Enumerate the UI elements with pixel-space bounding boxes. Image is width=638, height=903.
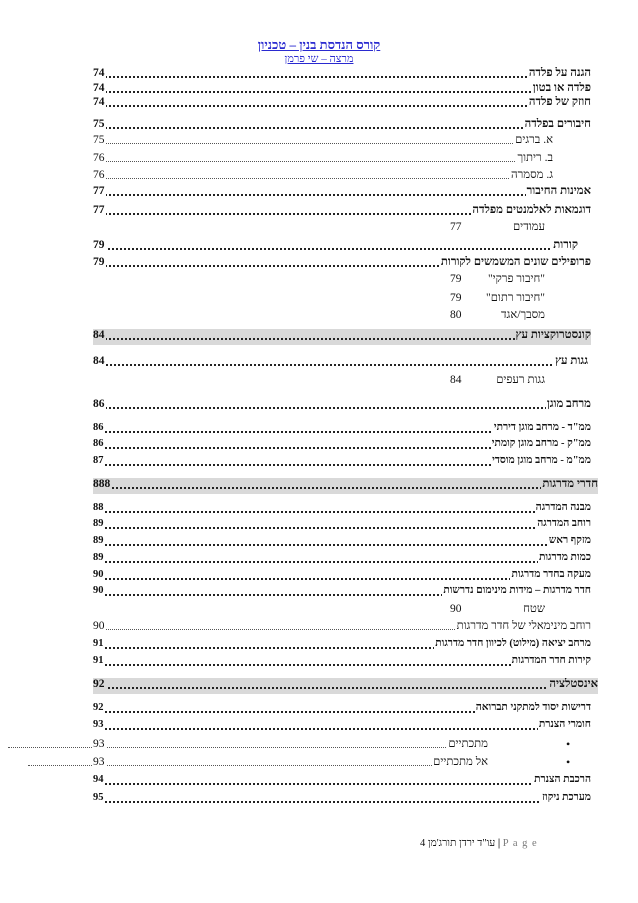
toc-entry-title: אמינות החיבור <box>526 185 591 197</box>
dot-leader <box>93 487 598 489</box>
toc-section-heading[interactable] <box>93 678 598 694</box>
toc-entry-page: 89 <box>93 535 104 546</box>
toc-entry-page: 90 <box>93 585 104 596</box>
toc-entry-title: רוחב מינימאלי של חדר מדרגות <box>456 620 591 632</box>
footer-page-label: P a g e <box>502 838 538 849</box>
dot-leader <box>93 728 591 730</box>
toc-entry-title: מעקה בחדר מדרגות <box>511 569 591 580</box>
toc-entry[interactable] <box>93 67 591 83</box>
toc-entry-title: קירות חדר המדרגות <box>511 655 591 666</box>
toc-entry[interactable] <box>93 569 591 585</box>
dot-leader <box>93 783 591 785</box>
dot-leader <box>8 747 488 748</box>
toc-subentry-title[interactable]: שטח <box>523 603 545 615</box>
toc-entry-page: 86 <box>93 398 105 410</box>
toc-entry-page: 86 <box>93 422 104 433</box>
toc-entry-page: 74 <box>93 82 105 94</box>
dot-leader <box>93 178 553 179</box>
toc-entry-title: ג. מסמרה <box>511 169 553 181</box>
toc-entry-title: מרחב יציאה (מילוט) לכיוון חדר מדרגות <box>435 638 591 649</box>
toc-entry-page: 91 <box>93 638 104 649</box>
toc-entry[interactable] <box>93 438 591 454</box>
toc-subentry-title[interactable]: "חיבור רתום" <box>486 292 545 304</box>
toc-entry[interactable] <box>93 620 591 636</box>
toc-entry-page: 77 <box>93 204 105 216</box>
toc-subentry-page: 79 <box>450 292 462 304</box>
dot-leader <box>93 527 591 529</box>
toc-entry-title: הרכבת הצנרת <box>534 774 591 785</box>
toc-entry-page: 92 <box>93 702 104 713</box>
toc-entry-page: 95 <box>93 792 104 803</box>
toc-entry-page: 89 <box>93 518 104 529</box>
toc-entry-page: 76 <box>93 169 105 181</box>
toc-entry-page: 93 <box>93 719 104 730</box>
toc-entry-title: דוגמאות לאלמנטים מפלדה <box>472 204 591 216</box>
dot-leader <box>93 561 591 563</box>
toc-entry-page: 93 <box>93 738 105 750</box>
toc-entry-title: הגנה על פלדה <box>528 67 591 79</box>
toc-entry[interactable] <box>93 96 591 112</box>
bullet-icon: • <box>566 737 571 751</box>
toc-subentry-title[interactable]: גגות רעפים <box>496 374 545 386</box>
dot-leader <box>93 105 591 107</box>
toc-entry[interactable] <box>93 398 591 414</box>
toc-subentry-title[interactable]: "חיבור פרקי" <box>487 273 545 285</box>
toc-entry-title: חיבורים בפלדה <box>524 118 591 130</box>
toc-entry-title: כמות מדרגות <box>538 552 591 563</box>
toc-entry-title: חדרי מדרגות <box>542 478 598 490</box>
dot-leader <box>93 801 591 803</box>
toc-subentry-title[interactable]: מסבך/אגד <box>501 309 545 321</box>
toc-entry[interactable] <box>93 455 591 471</box>
dot-leader <box>93 364 588 366</box>
toc-entry[interactable] <box>93 355 588 371</box>
toc-entry-title: מרחב מוגן <box>546 398 591 410</box>
toc-entry-title: גגות עץ <box>555 355 588 367</box>
toc-entry-title: חוזק של פלדה <box>528 96 591 108</box>
toc-entry-page: 92 <box>93 678 105 690</box>
toc-entry-page: 86 <box>93 438 104 449</box>
toc-entry-title: ממ"ק - מרחב מוגן קומתי <box>491 438 591 449</box>
toc-subentry-page: 80 <box>450 309 462 321</box>
toc-entry-title: ממ"מ - מרחב מוגן מוסדי <box>492 455 591 466</box>
footer-author: עו"ד ירדן תורג'מן <box>427 838 496 849</box>
dot-leader <box>93 91 591 93</box>
toc-entry-page: 79 <box>93 256 105 268</box>
toc-entry-page: 76 <box>93 152 105 164</box>
toc-entry-title: חדר מדרגות – מידות מינימום נדרשות <box>443 585 591 596</box>
toc-entry-title: מתכתיים <box>448 738 488 750</box>
dot-leader <box>93 407 591 409</box>
toc-section-heading[interactable] <box>93 478 598 494</box>
toc-entry[interactable] <box>93 552 591 568</box>
toc-entry[interactable] <box>93 152 553 168</box>
toc-entry-title: פרופילים שונים המשמשים לקורות <box>440 256 591 268</box>
toc-entry[interactable] <box>93 535 591 551</box>
toc-entry-title: מזקף ראש <box>548 535 591 546</box>
toc-entry-page: 90 <box>93 569 104 580</box>
toc-entry-title: מבנה המדרגה <box>535 502 591 513</box>
footer-page-number: 4 <box>420 838 426 849</box>
lecturer-line: מרצה – שי פרמן <box>284 53 354 65</box>
toc-entry-page: 89 <box>93 552 104 563</box>
toc-entry-page: 87 <box>93 455 104 466</box>
toc-entry-title: קונסטרוקציות עץ <box>515 329 591 341</box>
toc-entry[interactable] <box>93 204 591 220</box>
bullet-icon: • <box>566 755 571 769</box>
toc-section-heading[interactable] <box>93 329 591 345</box>
toc-entry[interactable] <box>93 185 591 201</box>
toc-entry-title: אל מתכתיים <box>433 756 488 768</box>
toc-entry-page: 94 <box>93 774 104 785</box>
toc-entry-title: אינסטלציה <box>549 678 598 690</box>
toc-entry-page: 74 <box>93 67 105 79</box>
toc-subentry-page: 84 <box>450 374 462 386</box>
toc-entry-title: ממ"ד - מרחב מוגן דירתי <box>493 422 591 433</box>
page-footer <box>420 838 538 849</box>
toc-entry-page: 77 <box>93 185 105 197</box>
toc-entry[interactable] <box>93 118 591 134</box>
document-title: קורס הנדסת בנין – טכניון <box>257 37 381 52</box>
toc-entry-page: 888 <box>93 478 111 490</box>
toc-entry-title: רוחב המדרגה <box>537 518 591 529</box>
toc-entry-page: 75 <box>93 134 105 146</box>
toc-entry-page: 90 <box>93 620 105 632</box>
toc-entry-title: פלדה או בטון <box>532 82 591 94</box>
toc-entry-page: 91 <box>93 655 104 666</box>
toc-entry[interactable] <box>93 169 553 185</box>
toc-subentry-page: 79 <box>450 273 462 285</box>
dot-leader <box>93 127 591 129</box>
toc-entry-page: 74 <box>93 96 105 108</box>
toc-entry-title: ב. ריתוך <box>517 152 553 164</box>
toc-subentry-page: 77 <box>450 221 462 233</box>
dot-leader <box>93 161 553 162</box>
toc-subentry-title[interactable]: עמודים <box>513 221 545 233</box>
toc-entry-page: 79 <box>93 239 105 251</box>
footer-separator: | <box>497 838 501 849</box>
toc-entry[interactable] <box>93 655 591 671</box>
toc-entry[interactable] <box>93 422 591 438</box>
dot-leader <box>93 76 591 78</box>
toc-entry-page: 93 <box>93 756 105 768</box>
toc-entry[interactable] <box>8 738 488 754</box>
toc-entry-page: 84 <box>93 355 105 367</box>
toc-entry-title: א. ברגים <box>515 134 553 146</box>
toc-subentry-page: 90 <box>450 603 462 615</box>
toc-entry[interactable] <box>93 239 578 255</box>
toc-entry[interactable] <box>93 719 591 735</box>
toc-entry[interactable] <box>28 756 488 772</box>
dot-leader <box>93 511 591 513</box>
toc-entry[interactable] <box>93 774 591 790</box>
dot-leader <box>93 143 553 144</box>
toc-entry[interactable] <box>93 256 591 272</box>
toc-entry[interactable] <box>93 585 591 601</box>
toc-entry[interactable] <box>93 502 591 518</box>
dot-leader <box>93 687 598 689</box>
toc-entry[interactable] <box>93 792 591 808</box>
toc-entry-page: 75 <box>93 118 105 130</box>
toc-entry[interactable] <box>93 518 591 534</box>
dot-leader <box>93 248 578 250</box>
toc-entry-title: קורות <box>553 239 578 251</box>
toc-entry[interactable] <box>93 638 591 654</box>
toc-entry-page: 84 <box>93 329 105 341</box>
toc-entry-title: חומרי הצנרת <box>538 719 591 730</box>
dot-leader <box>93 194 591 196</box>
toc-entry-page: 88 <box>93 502 104 513</box>
toc-entry-title: דרישות יסוד למתקני תברואה <box>475 702 591 713</box>
toc-entry[interactable] <box>93 134 553 150</box>
dot-leader <box>93 544 591 546</box>
toc-entry[interactable] <box>93 702 591 718</box>
toc-entry-title: מערכת ניקוז <box>542 792 591 803</box>
